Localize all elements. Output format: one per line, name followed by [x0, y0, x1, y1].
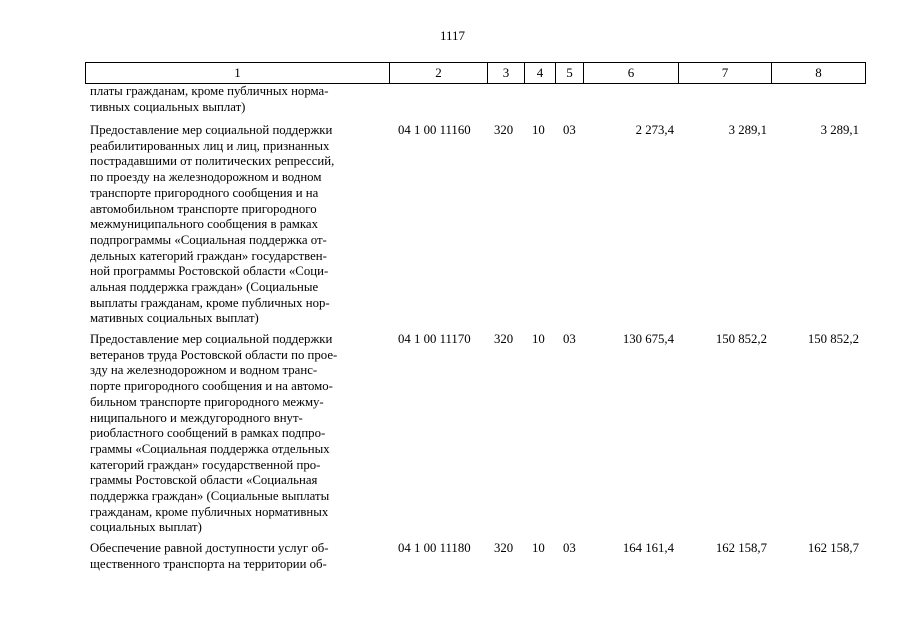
- header-col-2: 2: [390, 63, 488, 84]
- description-line: Обеспечение равной доступности услуг об-: [90, 541, 329, 555]
- budget-code: 04 1 00 11170: [398, 332, 471, 346]
- header-col-6: 6: [584, 63, 679, 84]
- amount-col-7: 150 852,2: [715, 332, 767, 346]
- description-line: зду на железнодорожном и водном транс-: [90, 363, 318, 378]
- description-line: поддержка граждан» (Социальные выплаты: [90, 489, 330, 504]
- header-col-1: 1: [86, 63, 390, 84]
- description-line: Предоставление мер социальной поддержки: [90, 332, 333, 346]
- description-line: транспорте пригородного сообщения и на: [90, 185, 319, 200]
- header-col-5: 5: [556, 63, 584, 84]
- amount-col-6: 164 161,4: [622, 541, 674, 555]
- description-line: автомобильном транспорте пригородного: [90, 201, 317, 216]
- description-line: межмуниципального сообщения в рамках: [90, 217, 318, 232]
- description-line: бильном транспорте пригородного межму-: [90, 394, 324, 409]
- description-line: социальных выплат): [90, 520, 202, 535]
- description-line: ной программы Ростовской области «Соци-: [90, 264, 329, 279]
- description-line: ниципального и междугородного внут-: [90, 410, 303, 425]
- description-line: мативных социальных выплат): [90, 311, 259, 326]
- subsection: 03: [563, 123, 576, 137]
- page-number: 1117: [439, 28, 466, 43]
- description-line: щественного транспорта на территории об-: [90, 556, 327, 571]
- header-col-4: 4: [525, 63, 556, 84]
- section: 10: [532, 541, 545, 555]
- description-line: тивных социальных выплат): [90, 99, 246, 114]
- table-header: [85, 62, 866, 84]
- budget-code: 04 1 00 11180: [398, 541, 471, 555]
- description-line: выплаты гражданам, кроме публичных нор-: [90, 295, 330, 310]
- expense-type: 320: [494, 541, 514, 555]
- description-line: реабилитированных лиц и лиц, признанных: [90, 138, 330, 153]
- description-line: Предоставление мер социальной поддержки: [90, 123, 333, 137]
- section: 10: [532, 123, 545, 137]
- description-line: категорий граждан» государственной про-: [90, 457, 321, 472]
- amount-col-6: 130 675,4: [622, 332, 674, 346]
- continuation-description: [90, 84, 382, 115]
- header-col-8: 8: [772, 63, 866, 84]
- description-line: гражданам, кроме публичных нормативных: [90, 504, 329, 519]
- subsection: 03: [563, 332, 576, 346]
- description-line: альная поддержка граждан» (Социальные: [90, 280, 319, 295]
- expense-type: 320: [494, 332, 514, 346]
- amount-col-6: 2 273,4: [635, 123, 674, 137]
- amount-col-7: 3 289,1: [728, 123, 767, 137]
- amount-col-8: 3 289,1: [820, 123, 859, 137]
- row-description: [90, 332, 382, 536]
- description-line: подпрограммы «Социальная поддержка от-: [90, 232, 327, 247]
- description-line: платы гражданам, кроме публичных норма-: [90, 84, 329, 98]
- section: 10: [532, 332, 545, 346]
- header-col-3: 3: [488, 63, 525, 84]
- description-line: порте пригородного сообщения и на автомо-: [90, 379, 333, 394]
- row-description: [90, 123, 382, 327]
- amount-col-8: 150 852,2: [807, 332, 859, 346]
- expense-type: 320: [494, 123, 514, 137]
- budget-code: 04 1 00 11160: [398, 123, 471, 137]
- row-description: [90, 541, 382, 572]
- description-line: ветеранов труда Ростовской области по прое-: [90, 347, 338, 362]
- header-col-7: 7: [679, 63, 772, 84]
- description-line: риобластного сообщений в рамках подпро-: [90, 426, 326, 441]
- description-line: дельных категорий граждан» государствен-: [90, 248, 327, 263]
- description-line: граммы Ростовской области «Социальная: [90, 473, 318, 488]
- subsection: 03: [563, 541, 576, 555]
- description-line: по проезду на железнодорожном и водном: [90, 170, 322, 185]
- amount-col-7: 162 158,7: [715, 541, 767, 555]
- amount-col-8: 162 158,7: [807, 541, 859, 555]
- description-line: граммы «Социальная поддержка отдельных: [90, 441, 330, 456]
- description-line: пострадавшими от политических репрессий,: [90, 154, 335, 169]
